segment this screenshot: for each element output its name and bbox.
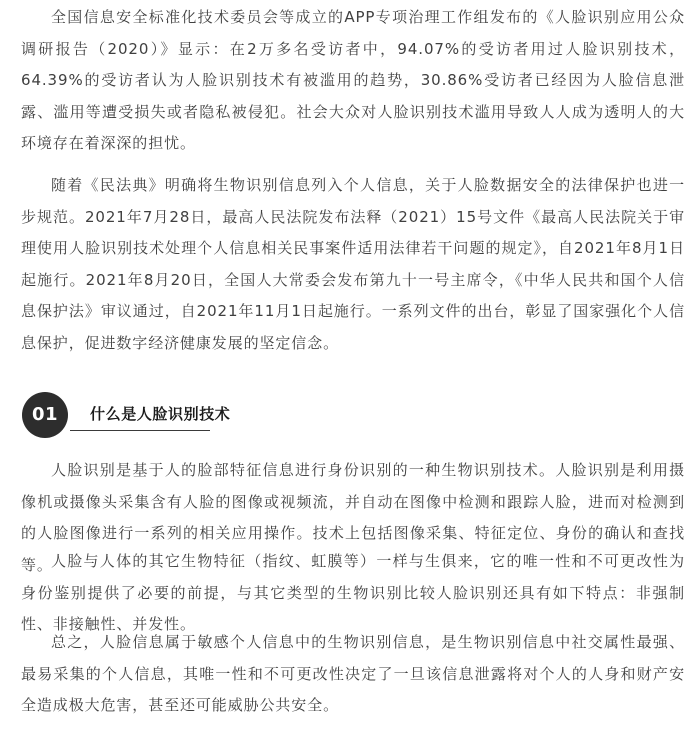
intro-paragraph-survey: 全国信息安全标准化技术委员会等成立的APP专项治理工作组发布的《人脸识别应用公众调研报告（2020）》显示：在2万多名受访者中，94.07%的受访者用过人脸识别技术，64.39%的受访者认为人脸识别技术有被滥用的趋势，30.86%受访者已经因为人脸信息泄露、滥用等遭受损失或者隐私被侵犯。社会大众对人脸识别技术滥用导致人人成为透明人的大环境存在着深深的担忧。 [21, 8, 685, 153]
section-title: 什么是人脸识别技术 [90, 405, 231, 423]
body-paragraph-conclusion: 总之，人脸信息属于敏感个人信息中的生物识别信息，是生物识别信息中社交属性最强、最易采集的个人信息，其唯一性和不可更改性决定了一旦该信息泄露将对个人的人身和财产安全造成极大危害，甚至还可能威胁公共安全。 [21, 633, 685, 715]
body-paragraph-features: 人脸与人体的其它生物特征（指纹、虹膜等）一样与生俱来，它的唯一性和不可更改性为身份鉴别提供了必要的前提，与其它类型的生物识别比较人脸识别还具有如下特点：非强制性、非接触性、并发性。 [21, 552, 685, 634]
section-header [22, 392, 322, 438]
intro-paragraph-law: 随着《民法典》明确将生物识别信息列入个人信息，关于人脸数据安全的法律保护也进一步规范。2021年7月28日，最高人民法院发布法释（2021）15号文件《最高人民法院关于审理使用人脸识别技术处理个人信息相关民事案件适用法律若干问题的规定》，自2021年8月1日起施行。2021年8月20日，全国人大常委会发布第九十一号主席令，《中华人民共和国个人信息保护法》审议通过，自2021年11月1日起施行。一系列文件的出台，彰显了国家强化个人信息保护，促进数字经济健康发展的坚定信念。 [21, 176, 685, 352]
section-underline [70, 430, 210, 431]
section-number-badge: 01 [22, 392, 68, 438]
body-paragraph-definition: 人脸识别是基于人的脸部特征信息进行身份识别的一种生物识别技术。人脸识别是利用摄像机或摄像头采集含有人脸的图像或视频流，并自动在图像中检测和跟踪人脸，进而对检测到的人脸图像进行一系列的相关应用操作。技术上包括图像采集、特征定位、身份的确认和查找等。 [21, 461, 685, 574]
